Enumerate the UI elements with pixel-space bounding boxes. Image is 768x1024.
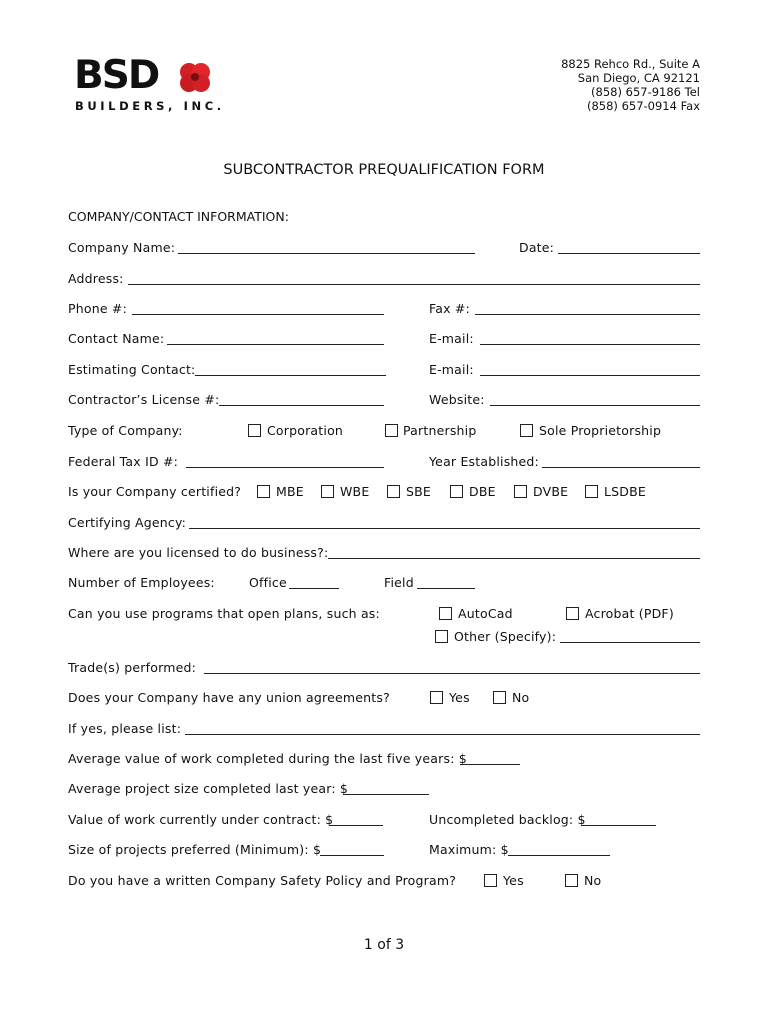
partnership-checkbox[interactable] (385, 424, 398, 437)
poppy-logo-icon (177, 59, 213, 95)
email-label: E-mail: (429, 331, 474, 346)
union-no-checkbox[interactable] (493, 691, 506, 704)
address-label: Address: (68, 271, 124, 286)
union-label: Does your Company have any union agreements? (68, 690, 390, 705)
maximum-label: Maximum: $ (429, 842, 509, 857)
safety-yes-checkbox[interactable] (484, 874, 497, 887)
certifying-agency-field[interactable] (189, 528, 700, 529)
employees-label: Number of Employees: (68, 575, 215, 590)
autocad-label: AutoCad (458, 606, 513, 621)
sbe-checkbox[interactable] (387, 485, 400, 498)
wbe-label: WBE (340, 484, 370, 499)
company-logo-subtitle: BUILDERS, INC. (75, 99, 225, 113)
address-field[interactable] (128, 284, 700, 285)
phone-field[interactable] (132, 314, 384, 315)
field-count-field[interactable] (417, 588, 475, 589)
partnership-label: Partnership (403, 423, 477, 438)
dvbe-checkbox[interactable] (514, 485, 527, 498)
dbe-label: DBE (469, 484, 496, 499)
corporation-checkbox[interactable] (248, 424, 261, 437)
sbe-label: SBE (406, 484, 432, 499)
under-contract-field[interactable] (329, 825, 383, 826)
acrobat-label: Acrobat (PDF) (585, 606, 674, 621)
safety-no-label: No (584, 873, 602, 888)
year-established-field[interactable] (542, 467, 700, 468)
phone-label: Phone #: (68, 301, 127, 316)
license-label: Contractor’s License #: (68, 392, 220, 407)
lsdbe-checkbox[interactable] (585, 485, 598, 498)
trades-label: Trade(s) performed: (68, 660, 197, 675)
programs-label: Can you use programs that open plans, such as: (68, 606, 380, 621)
type-of-company-label: Type of Company: (68, 423, 183, 438)
estimating-email-field[interactable] (480, 375, 700, 376)
licensed-where-label: Where are you licensed to do business?: (68, 545, 329, 560)
company-name-label: Company Name: (68, 240, 176, 255)
sole-proprietorship-label: Sole Proprietorship (539, 423, 662, 438)
size-min-field[interactable] (320, 855, 384, 856)
under-contract-label: Value of work currently under contract: $ (68, 812, 334, 827)
avg-project-label: Average project size completed last year: $ (68, 781, 349, 796)
avg-value-label: Average value of work completed during the last five years: $ (68, 751, 467, 766)
acrobat-checkbox[interactable] (566, 607, 579, 620)
union-no-label: No (512, 690, 530, 705)
dvbe-label: DVBE (533, 484, 569, 499)
sole-proprietorship-checkbox[interactable] (520, 424, 533, 437)
fax-line: (858) 657-0914 Fax (586, 99, 700, 113)
field-label: Field (384, 575, 414, 590)
fax-label: Fax #: (429, 301, 470, 316)
address-line: San Diego, CA 92121 (577, 71, 700, 85)
license-field[interactable] (219, 405, 384, 406)
maximum-field[interactable] (508, 855, 610, 856)
phone-line: (858) 657-9186 Tel (591, 85, 700, 99)
other-program-checkbox[interactable] (435, 630, 448, 643)
safety-no-checkbox[interactable] (565, 874, 578, 887)
fax-field[interactable] (475, 314, 700, 315)
federal-tax-field[interactable] (186, 467, 384, 468)
estimating-contact-field[interactable] (195, 375, 386, 376)
autocad-checkbox[interactable] (439, 607, 452, 620)
mbe-label: MBE (276, 484, 304, 499)
avg-value-field[interactable] (460, 764, 520, 765)
page-title: SUBCONTRACTOR PREQUALIFICATION FORM (223, 162, 545, 178)
company-name-field[interactable] (178, 253, 475, 254)
company-logo-text: BSD (74, 53, 159, 98)
corporation-label: Corporation (267, 423, 344, 438)
office-count-field[interactable] (289, 588, 339, 589)
dbe-checkbox[interactable] (450, 485, 463, 498)
estimating-contact-label: Estimating Contact: (68, 362, 196, 377)
union-yes-label: Yes (449, 690, 470, 705)
backlog-field[interactable] (581, 825, 656, 826)
size-min-label: Size of projects preferred (Minimum): $ (68, 842, 322, 857)
mbe-checkbox[interactable] (257, 485, 270, 498)
other-program-field[interactable] (560, 642, 700, 643)
union-yes-checkbox[interactable] (430, 691, 443, 704)
office-label: Office (249, 575, 287, 590)
wbe-checkbox[interactable] (321, 485, 334, 498)
page-number: 1 of 3 (363, 937, 405, 953)
backlog-label: Uncompleted backlog: $ (429, 812, 586, 827)
email-field[interactable] (480, 344, 700, 345)
website-label: Website: (429, 392, 485, 407)
avg-project-field[interactable] (343, 794, 429, 795)
if-yes-label: If yes, please list: (68, 721, 182, 736)
federal-tax-label: Federal Tax ID #: (68, 454, 179, 469)
section-heading: COMPANY/CONTACT INFORMATION: (68, 209, 289, 224)
certifying-agency-label: Certifying Agency: (68, 515, 187, 530)
licensed-where-field[interactable] (328, 558, 700, 559)
estimating-email-label: E-mail: (429, 362, 474, 377)
other-program-label: Other (Specify): (454, 629, 557, 644)
contact-name-label: Contact Name: (68, 331, 165, 346)
contact-name-field[interactable] (167, 344, 384, 345)
union-list-field[interactable] (185, 734, 700, 735)
website-field[interactable] (490, 405, 700, 406)
date-field[interactable] (558, 253, 700, 254)
lsdbe-label: LSDBE (604, 484, 646, 499)
certified-label: Is your Company certified? (68, 484, 242, 499)
date-label: Date: (519, 240, 555, 255)
address-line: 8825 Rehco Rd., Suite A (561, 57, 700, 71)
safety-label: Do you have a written Company Safety Policy and Program? (68, 873, 457, 888)
year-established-label: Year Established: (429, 454, 539, 469)
trades-field[interactable] (204, 673, 700, 674)
safety-yes-label: Yes (503, 873, 524, 888)
